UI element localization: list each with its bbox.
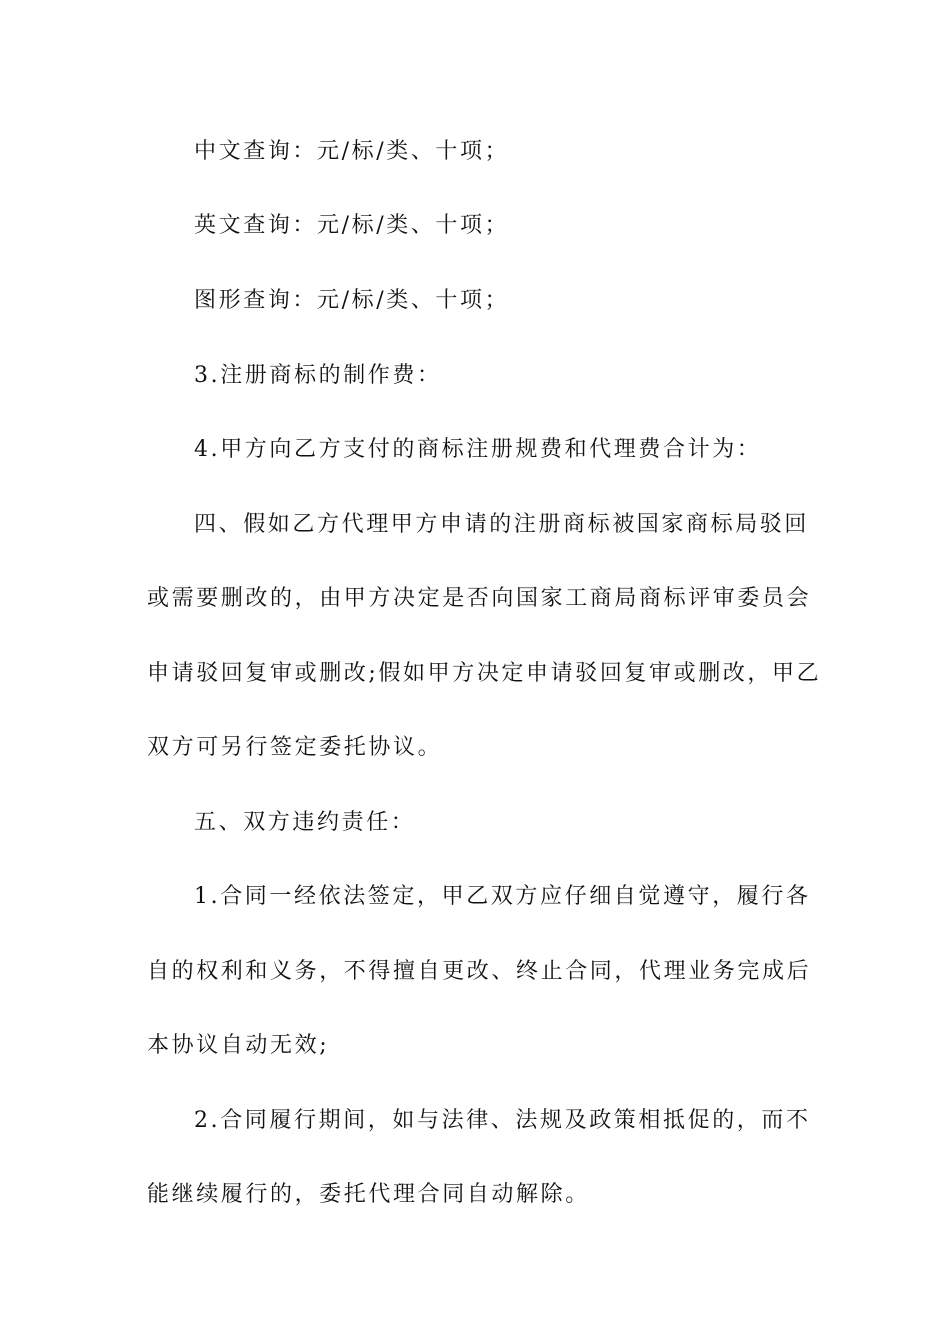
text-line: 或需要删改的，由甲方决定是否向国家工商局商标评审委员会 [147, 586, 812, 611]
text-line: 1.合同一经依法签定，甲乙双方应仔细自觉遵守，履行各 [194, 884, 811, 909]
text-line: 中文查询：元/标/类、十项； [194, 139, 510, 164]
text-line: 3.注册商标的制作费： [194, 363, 442, 388]
text-line: 本协议自动无效; [147, 1033, 330, 1058]
text-line: 能继续履行的，委托代理合同自动解除。 [147, 1182, 590, 1207]
text-line: 申请驳回复审或删改;假如甲方决定申请驳回复审或删改，甲乙 [147, 661, 822, 686]
text-line: 英文查询：元/标/类、十项； [194, 213, 510, 238]
text-line: 双方可另行签定委托协议。 [147, 735, 443, 760]
text-line: 四、假如乙方代理甲方申请的注册商标被国家商标局驳回 [194, 512, 810, 537]
text-line: 五、双方违约责任： [194, 810, 416, 835]
text-line: 2.合同履行期间，如与法律、法规及政策相抵促的，而不 [194, 1108, 811, 1133]
text-line: 图形查询：元/标/类、十项； [194, 288, 510, 313]
text-line: 自的权利和义务，不得擅自更改、终止合同，代理业务完成后 [147, 959, 812, 984]
text-line: 4.甲方向乙方支付的商标注册规费和代理费合计为： [194, 437, 762, 462]
